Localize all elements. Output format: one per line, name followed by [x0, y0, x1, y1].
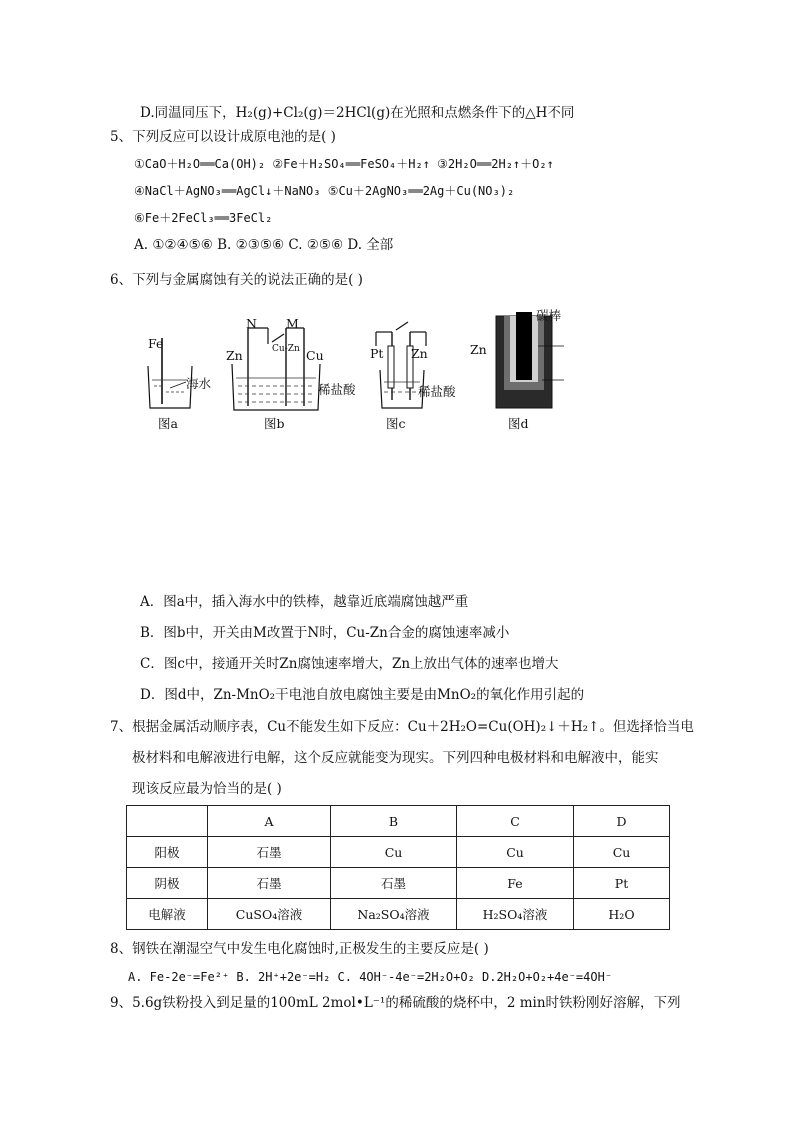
- table-cell: Cu: [331, 837, 457, 868]
- table-cell: H₂O: [574, 899, 670, 930]
- table-cell: 石墨: [208, 868, 331, 899]
- table-cell: Pt: [574, 868, 670, 899]
- figure-a-caption: 图a: [158, 416, 178, 431]
- table-cell: 石墨: [331, 868, 457, 899]
- q6-option-b: B．图b中，开关由M改置于N时，Cu-Zn合金的腐蚀速率减小: [140, 625, 510, 641]
- table-row: [127, 899, 670, 930]
- q7-stem-line2: 极材料和电解液进行电解，这个反应就能变为现实。下列四种电极材料和电解液中，能实: [132, 750, 659, 766]
- q6-option-d: D．图d中，Zn-MnO₂干电池自放电腐蚀主要是由MnO₂的氧化作用引起的: [140, 687, 585, 703]
- table-row: [127, 837, 670, 868]
- q6-option-a: A．图a中，插入海水中的铁棒，越靠近底端腐蚀越严重: [140, 594, 469, 610]
- figure-c-zn-label: Zn: [411, 346, 428, 361]
- q7-stem-line1: 7、根据金属活动顺序表，Cu不能发生如下反应：Cu＋2H₂O=Cu(OH)₂↓＋H₂↑。但选择恰当电: [110, 719, 694, 735]
- figure-d-zn-label: Zn: [470, 342, 487, 357]
- table-row-label: 电解液: [127, 899, 208, 930]
- q5-options: A. ①②④⑤⑥ B. ②③⑤⑥ C. ②⑤⑥ D. 全部: [134, 237, 394, 253]
- table-cell: Fe: [457, 868, 574, 899]
- figure-b-m-label: M: [286, 316, 299, 331]
- table-cell: Cu: [457, 837, 574, 868]
- q5-reactions-line3: ⑥Fe＋2FeCl₃══3FeCl₂: [134, 211, 273, 225]
- figure-b-cu-label: Cu: [306, 348, 324, 363]
- figure-b-zn-label: Zn: [226, 348, 243, 363]
- figure-c-pt-label: Pt: [370, 346, 384, 361]
- q5-reactions-line2: ④NaCl＋AgNO₃══AgCl↓＋NaNO₃ ⑤Cu＋2AgNO₃══2Ag＋Cu(NO₃)₂: [134, 184, 515, 198]
- table-cell: Na₂SO₄溶液: [331, 899, 457, 930]
- figure-c-acid-label: 稀盐酸: [418, 384, 456, 399]
- table-header-row: [127, 806, 670, 837]
- q6-stem: 6、下列与金属腐蚀有关的说法正确的是( ): [110, 272, 363, 288]
- q5-reactions-line1: ①CaO＋H₂O══Ca(OH)₂ ②Fe＋H₂SO₄══FeSO₄＋H₂↑ ③2H₂O══2H₂↑＋O₂↑: [134, 157, 554, 171]
- figure-b-switch-beaker: [228, 316, 324, 414]
- figure-b-caption: 图b: [264, 416, 285, 431]
- q7-stem-line3: 现该反应最为恰当的是( ): [132, 781, 282, 797]
- q9-stem: 9、5.6g铁粉投入到足量的100mL 2mol•L⁻¹的稀硫酸的烧杯中，2 min时铁粉刚好溶解，下列: [110, 995, 681, 1011]
- table-header-a: A: [208, 806, 331, 837]
- figure-a-seawater-label: 海水: [186, 376, 212, 391]
- q4-option-d: D.同温同压下，H₂(g)+Cl₂(g)＝2HCl(g)在光照和点燃条件下的△H不同: [140, 105, 575, 121]
- figure-a-fe-label: Fe: [148, 336, 164, 351]
- q7-electrolysis-table: [126, 805, 670, 930]
- figure-b-acid-label: 稀盐酸: [318, 382, 356, 397]
- figure-d-carbon-rod-label: 碳棒: [536, 308, 562, 323]
- table-cell: H₂SO₄溶液: [457, 899, 574, 930]
- q8-stem: 8、钢铁在潮湿空气中发生电化腐蚀时,正极发生的主要反应是( ): [110, 941, 489, 957]
- table-row-label: 阳极: [127, 837, 208, 868]
- q8-options: A. Fe-2e⁻=Fe²⁺ B. 2H⁺+2e⁻=H₂ C. 4OH⁻-4e⁻=2H₂O+O₂ D.2H₂O+O₂+4e⁻=4OH⁻: [128, 970, 613, 984]
- table-cell: CuSO₄溶液: [208, 899, 331, 930]
- figure-b-alloy-label: Cu-Zn: [272, 344, 300, 354]
- table-cell: 石墨: [208, 837, 331, 868]
- table-header-d: D: [574, 806, 670, 837]
- figure-b-n-label: N: [246, 316, 257, 331]
- figure-d-dry-cell: [490, 306, 640, 412]
- table-row-label: 阴极: [127, 868, 208, 899]
- table-row: [127, 868, 670, 899]
- figure-c-caption: 图c: [386, 416, 406, 431]
- table-header-c: C: [457, 806, 574, 837]
- figure-d-caption: 图d: [508, 416, 529, 431]
- table-cell: Cu: [574, 837, 670, 868]
- table-cell: [127, 806, 208, 837]
- table-header-b: B: [331, 806, 457, 837]
- q5-stem: 5、下列反应可以设计成原电池的是( ): [110, 129, 336, 145]
- q6-option-c: C．图c中，接通开关时Zn腐蚀速率增大，Zn上放出气体的速率也增大: [140, 656, 559, 672]
